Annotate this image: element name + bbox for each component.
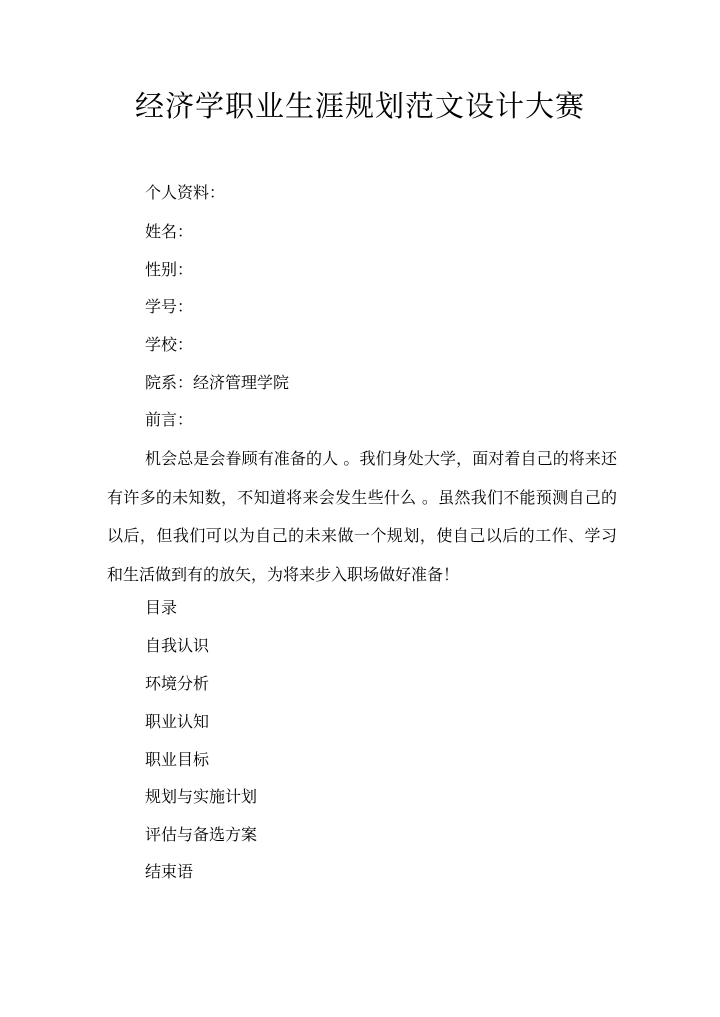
toc-item: 结束语 xyxy=(145,862,194,881)
toc-item: 评估与备选方案 xyxy=(145,825,258,844)
toc-item: 职业认知 xyxy=(145,712,210,731)
toc-item: 环境分析 xyxy=(145,674,210,693)
preface-heading: 前言： xyxy=(145,410,194,429)
profile-department: 院系：经济管理学院 xyxy=(145,373,290,392)
toc-item: 职业目标 xyxy=(145,750,210,769)
toc-item: 自我认识 xyxy=(145,636,210,655)
document-title: 经济学职业生涯规划范文设计大赛 xyxy=(134,89,585,123)
toc-item: 规划与实施计划 xyxy=(145,787,258,806)
toc-heading: 目录 xyxy=(145,598,178,617)
profile-student-id: 学号： xyxy=(145,297,194,316)
profile-heading: 个人资料： xyxy=(145,183,226,202)
preface-body: 机会总是会眷顾有准备的人 。我们身处大学，面对着自己的将来还有许多的未知数，不知道将来会发生些什么 。虽然我们不能预测自己的以后，但我们可以为自己的未来做一个规划，使自己以后的工作、学习和生活做到有的放矢，为将来步入职场做好准备！ xyxy=(107,449,617,584)
profile-name: 姓名： xyxy=(145,222,194,241)
profile-school: 学校： xyxy=(145,335,194,354)
profile-gender: 性别： xyxy=(145,260,194,279)
